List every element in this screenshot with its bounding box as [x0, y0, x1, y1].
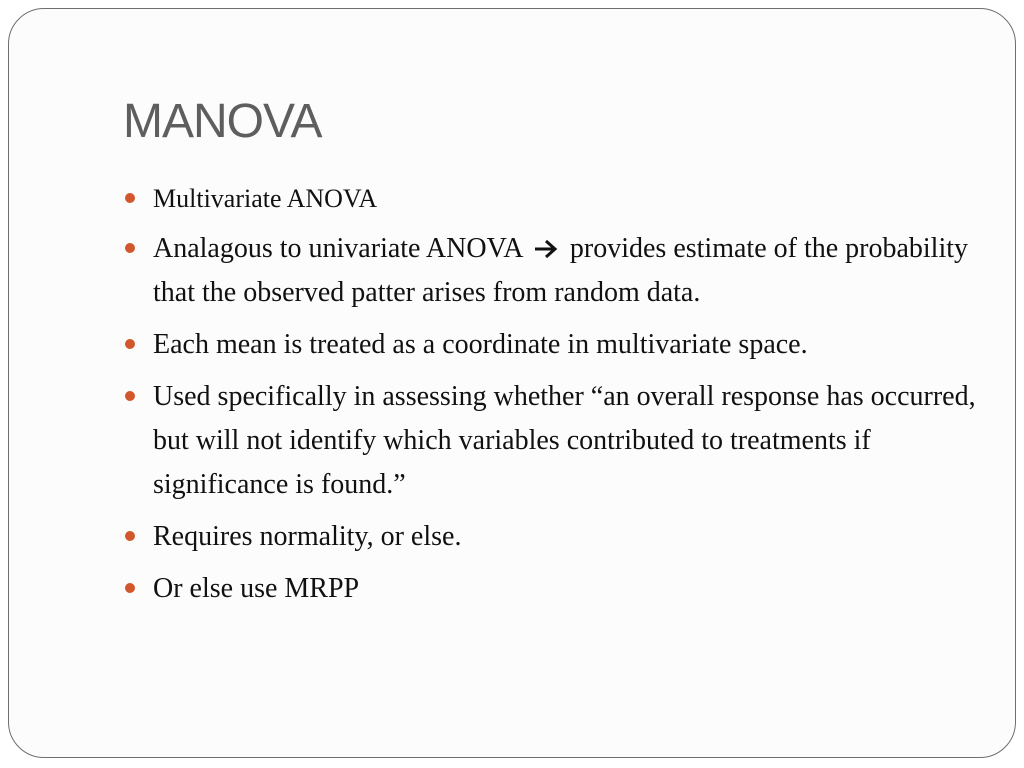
bullet-text: Requires normality, or else. [153, 521, 462, 552]
slide-frame [8, 8, 1016, 758]
bullet-item [123, 375, 983, 507]
bullet-dot-icon [125, 531, 135, 541]
bullet-dot-icon [125, 243, 135, 253]
bullet-item [123, 177, 983, 221]
bullet-dot-icon [125, 583, 135, 593]
slide-title: MANOVA [123, 95, 322, 148]
bullet-item [123, 227, 983, 315]
bullet-item [123, 567, 983, 611]
bullet-text-after-arrow: provides estimate of the probability that the observed patter arises from random data. [153, 233, 969, 308]
bullet-list [123, 177, 983, 619]
bullet-text: Multivariate ANOVA [153, 184, 378, 213]
bullet-text: Each mean is treated as a coordinate in multivariate space. [153, 329, 808, 360]
bullet-text: Or else use MRPP [153, 573, 360, 604]
bullet-dot-icon [125, 339, 135, 349]
bullet-text-before-arrow: Analagous to univariate ANOVA [153, 233, 522, 264]
bullet-dot-icon [125, 193, 135, 203]
bullet-item [123, 323, 983, 367]
bullet-text: Used specifically in assessing whether “an overall response has occurred, but will not identify which variables contributed to treatments if significance is found.” [153, 381, 976, 500]
bullet-item [123, 515, 983, 559]
right-arrow-icon [533, 239, 559, 259]
bullet-dot-icon [125, 391, 135, 401]
